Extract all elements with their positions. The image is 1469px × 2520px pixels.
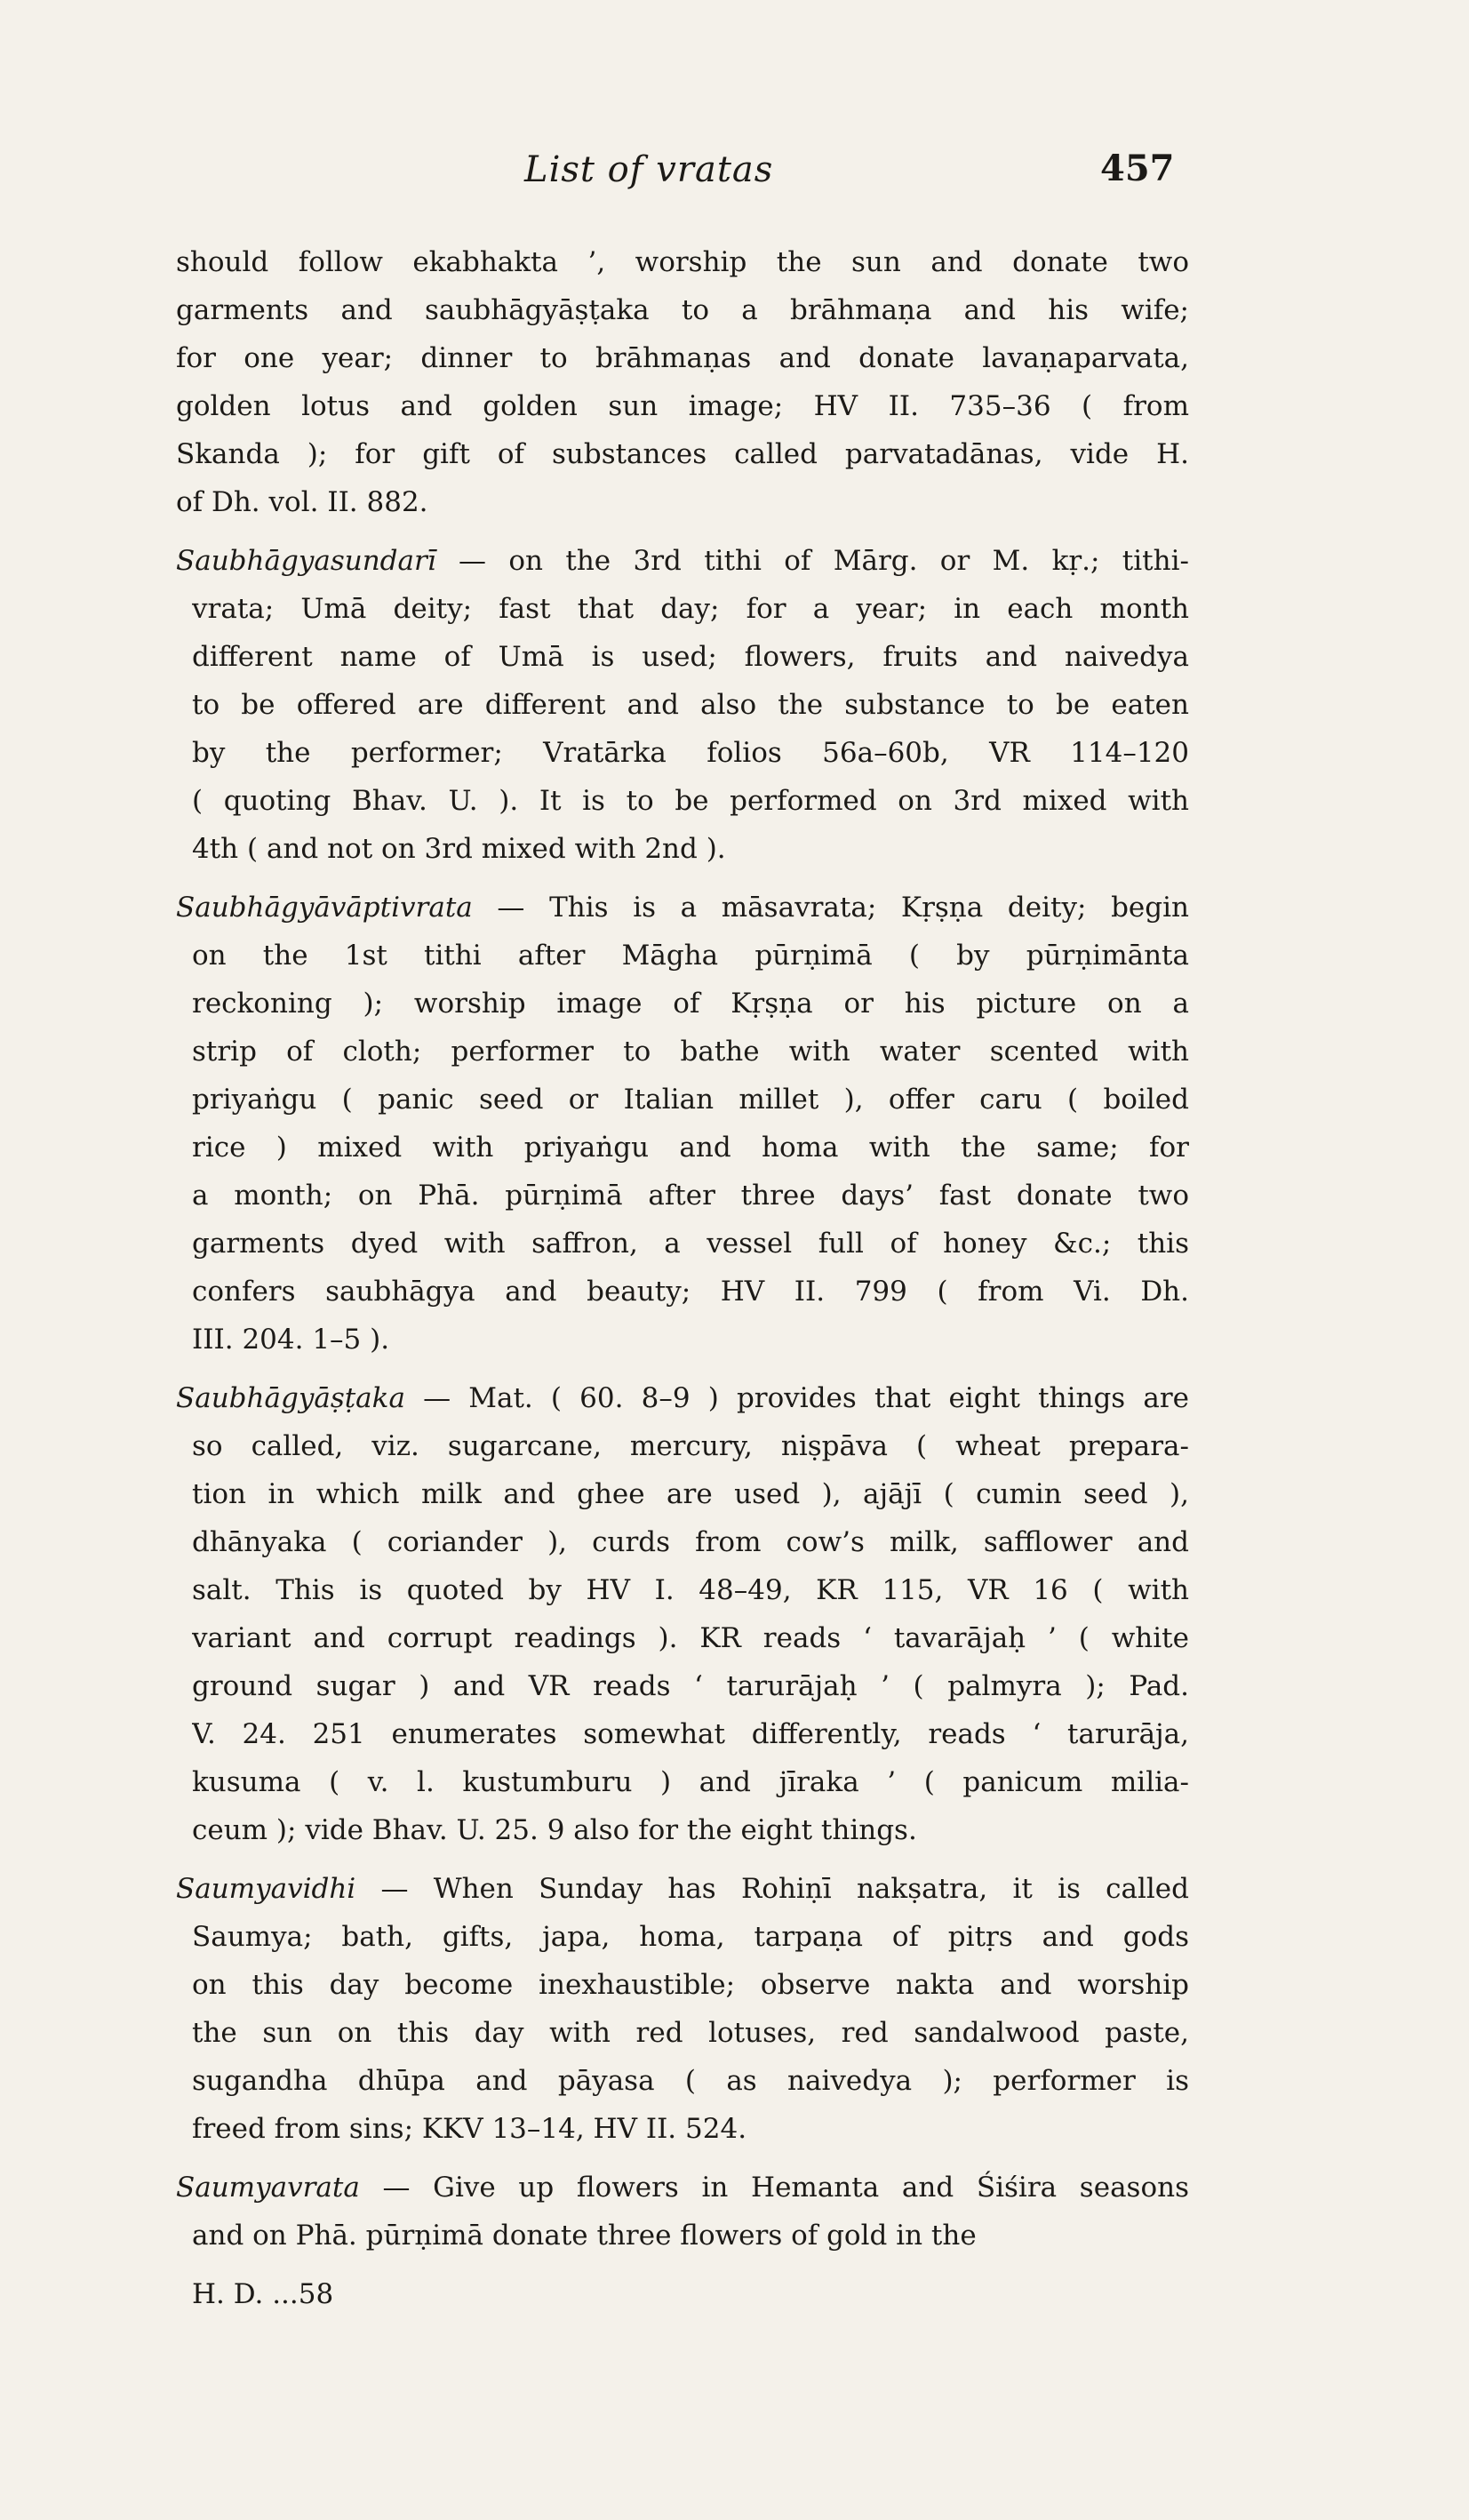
entry-line: III. 204. 1–5 ).: [192, 1324, 390, 1356]
page-header: [0, 149, 1469, 203]
entry-first-line: [176, 1374, 1189, 1422]
page-number: 457: [1100, 148, 1175, 189]
entry-line: of Dh. vol. II. 882.: [176, 486, 428, 518]
entry-line: V. 24. 251 enumerates somewhat differently, reads ‘ tarurāja,: [192, 1718, 1189, 1750]
entry-headword: Saubhāgyāvāptivrata: [176, 892, 473, 924]
entry-saumyavrata: [176, 2164, 1189, 2260]
entry-first-line-text: — This is a māsavrata; Kṛṣṇa deity; begin: [472, 892, 1189, 924]
entry-line: ground sugar ) and VR reads ‘ tarurājaḥ ’ ( palmyra ); Pad.: [192, 1670, 1189, 1702]
entry-line: kusuma ( v. l. kustumburu ) and jīraka ’ ( panicum milia-: [192, 1766, 1189, 1798]
entry-line: variant and corrupt readings ). KR reads ‘ tavarājaḥ ’ ( white: [192, 1622, 1189, 1654]
entry-line: by the performer; Vratārka folios 56a–60b, VR 114–120: [192, 737, 1189, 769]
entry-first-line: [176, 884, 1189, 932]
entry-line: vrata; Umā deity; fast that day; for a year; in each month: [192, 593, 1189, 625]
entry-headword: Saumyavrata: [176, 2172, 360, 2204]
entry-line: strip of cloth; performer to bathe with water scented with: [192, 1036, 1189, 1068]
entry-headword: Saumyavidhi: [176, 1873, 356, 1905]
page-body: [176, 238, 1189, 2318]
entry-line: to be offered are different and also the substance to be eaten: [192, 689, 1189, 721]
footer-signature: H. D. ...58: [192, 2278, 334, 2310]
entry-line: confers saubhāgya and beauty; HV II. 799 ( from Vi. Dh.: [192, 1276, 1189, 1308]
entry-line: the sun on this day with red lotuses, red sandalwood paste,: [192, 2017, 1189, 2049]
entry-saubhagyastaka: [176, 1374, 1189, 1854]
entry-line: so called, viz. sugarcane, mercury, niṣpāva ( wheat prepara-: [192, 1430, 1189, 1462]
entry-line: ceum ); vide Bhav. U. 25. 9 also for the eight things.: [192, 1814, 917, 1846]
entry-saubhagyasundari: [176, 537, 1189, 873]
entry-headword: Saubhāgyasundarī: [176, 545, 436, 577]
entry-line: on the 1st tithi after Māgha pūrṇimā ( by pūrṇimānta: [192, 940, 1189, 972]
entry-first-line: [176, 537, 1189, 585]
entry-line: 4th ( and not on 3rd mixed with 2nd ).: [192, 833, 726, 865]
entry-saumyavidhi: [176, 1865, 1189, 2153]
running-title: List of vratas: [524, 149, 774, 190]
entry-line: tion in which milk and ghee are used ), ajājī ( cumin seed ),: [192, 1478, 1189, 1510]
entry-line: Saumya; bath, gifts, japa, homa, tarpaṇa of pitṛs and gods: [192, 1921, 1189, 1953]
entry-line: garments dyed with saffron, a vessel full of honey &c.; this: [192, 1228, 1189, 1260]
entry-line: should follow ekabhakta ’, worship the sun and donate two: [176, 246, 1189, 278]
entry-line: for one year; dinner to brāhmaṇas and donate lavaṇaparvata,: [176, 342, 1189, 374]
entry-line: freed from sins; KKV 13–14, HV II. 524.: [192, 2113, 747, 2145]
entry-line: golden lotus and golden sun image; HV II. 735–36 ( from: [176, 390, 1189, 422]
entry-first-line-text: — on the 3rd tithi of Mārg. or M. kṛ.; tithi-: [435, 545, 1189, 577]
entry-line: sugandha dhūpa and pāyasa ( as naivedya ); performer is: [192, 2065, 1189, 2097]
entry-line: on this day become inexhaustible; observe nakta and worship: [192, 1969, 1189, 2001]
entry-first-line-text: — Give up flowers in Hemanta and Śiśira seasons: [359, 2172, 1189, 2204]
entry-line: garments and saubhāgyāṣṭaka to a brāhmaṇa and his wife;: [176, 294, 1189, 326]
entry-saubhagyavaptivrata: [176, 884, 1189, 1364]
entry-line: reckoning ); worship image of Kṛṣṇa or his picture on a: [192, 988, 1189, 1020]
entry-headword: Saubhāgyāṣṭaka: [176, 1382, 405, 1414]
entry-first-line: [176, 2164, 1189, 2212]
entry-line: rice ) mixed with priyaṅgu and homa with the same; for: [192, 1132, 1189, 1164]
entry-line: different name of Umā is used; flowers, fruits and naivedya: [192, 641, 1189, 673]
entry-line: salt. This is quoted by HV I. 48–49, KR 115, VR 16 ( with: [192, 1574, 1189, 1606]
entry-continuation: [176, 238, 1189, 526]
entry-line: a month; on Phā. pūrṇimā after three days’ fast donate two: [192, 1180, 1189, 1212]
entry-first-line: [176, 1865, 1189, 1913]
entry-first-line-text: — Mat. ( 60. 8–9 ) provides that eight things are: [404, 1382, 1189, 1414]
entry-line: priyaṅgu ( panic seed or Italian millet ), offer caru ( boiled: [192, 1084, 1189, 1116]
entry-line: and on Phā. pūrṇimā donate three flowers of gold in the: [192, 2220, 977, 2252]
entry-line: dhānyaka ( coriander ), curds from cow’s milk, safflower and: [192, 1526, 1189, 1558]
entry-line: ( quoting Bhav. U. ). It is to be performed on 3rd mixed with: [192, 785, 1189, 817]
entry-line: Skanda ); for gift of substances called parvatadānas, vide H.: [176, 438, 1189, 470]
entry-first-line-text: — When Sunday has Rohiṇī nakṣatra, it is called: [355, 1873, 1189, 1905]
